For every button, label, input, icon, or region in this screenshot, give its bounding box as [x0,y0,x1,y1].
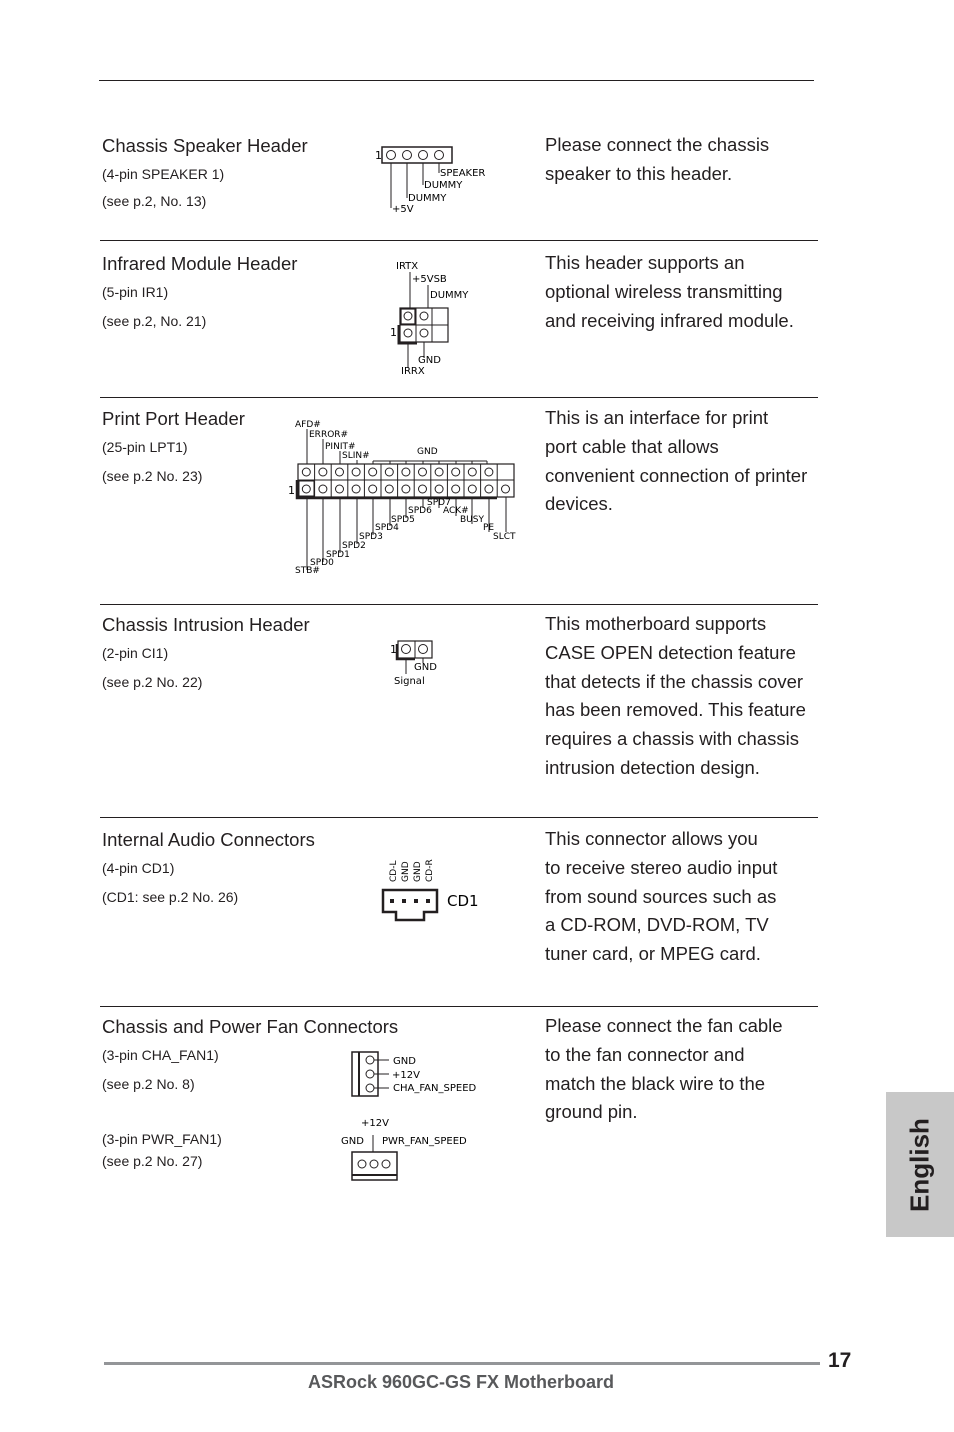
5vsb-label: +5VSB [412,274,447,285]
desc-line: to receive stereo audio input [545,856,778,878]
infrared-title: Infrared Module Header [102,253,298,274]
chassis-intrusion-title: Chassis Intrusion Header [102,614,310,635]
section-divider [100,1006,818,1007]
infrared-header-diagram [385,258,485,378]
desc-line: a CD-ROM, DVD-ROM, TV [545,914,769,936]
desc-line: speaker to this header. [545,162,733,184]
lpt-pin [468,468,476,476]
print-port-ref: (see p.2 No. 23) [102,468,203,484]
lpt-pin [385,468,393,476]
lpt-pin [336,485,344,493]
lpt-pin [419,485,427,493]
pe-label: PE [483,523,495,533]
desc-line: convenient connection of printer [545,464,808,486]
gnd-label: GND [401,861,411,882]
desc-line: This is an interface for print [545,407,769,428]
slct-label: SLCT [493,532,516,542]
infrared-ref: (see p.2, No. 21) [102,313,207,329]
lpt-pin [302,485,310,493]
lpt-pin [468,485,476,493]
lpt-pin [402,485,410,493]
desc-line: port cable that allows [545,435,719,457]
section-divider [100,817,818,818]
print-port-description [545,404,825,519]
12v-label: +12V [392,1070,420,1081]
signal-label: Signal [394,676,425,687]
lpt-pin [369,485,377,493]
desc-line: intrusion detection design. [545,756,760,778]
page-number: 17 [828,1349,852,1372]
lpt-pin1-square [299,481,314,496]
infrared-description [545,249,825,335]
top-rule [99,80,814,81]
fan-connectors-title: Chassis and Power Fan Connectors [102,1016,399,1037]
section-divider [100,397,818,398]
cd-l-label: CD-L [389,860,399,882]
print-port-header-diagram [285,414,525,580]
chassis-intrusion-pins: (2-pin CI1) [102,645,169,661]
intrusion-header-diagram [385,636,455,688]
gnd-label: GND [413,861,423,882]
lpt-pin [369,468,377,476]
lpt-pin [485,468,493,476]
desc-line: from sound sources such as [545,885,777,907]
gnd-label: GND [417,447,438,457]
desc-line: that detects if the chassis cover [545,670,804,692]
desc-line: optional wireless transmitting [545,280,783,302]
speaker-header-diagram [370,140,495,220]
pwr-fan-speed-label: PWR_FAN_SPEED [382,1136,467,1147]
pin1-label: 1 [375,149,382,162]
spd5-label: SPD5 [391,515,415,525]
desc-line: devices. [545,493,613,515]
desc-line: This motherboard supports [545,613,767,634]
chassis-speaker-pins: (4-pin SPEAKER 1) [102,166,225,182]
desc-line: This connector allows you [545,828,758,849]
gnd-label: GND [414,662,437,673]
chassis-speaker-description [545,131,825,189]
error-label: ERROR# [309,430,349,440]
language-side-tab [886,1092,954,1237]
desc-line: Please connect the fan cable [545,1015,783,1036]
chassis-speaker-title: Chassis Speaker Header [102,135,308,156]
12v-label: +12V [361,1118,389,1129]
lpt-pin [319,468,327,476]
dummy-label: DUMMY [430,290,469,301]
gnd-label: GND [341,1136,364,1147]
gnd-label: GND [393,1056,416,1067]
internal-audio-title: Internal Audio Connectors [102,829,315,850]
lpt-pin [352,468,360,476]
spd0-label: SPD0 [310,558,334,568]
stb-label: STB# [295,566,320,576]
afd-label: AFD# [295,420,321,430]
pin1-label: 1 [390,643,397,656]
footer-title: ASRock 960GC-GS FX Motherboard [308,1372,615,1392]
cha-fan-ref: (see p.2 No. 8) [102,1076,195,1092]
cd-connector-diagram [378,846,503,924]
print-port-pins: (25-pin LPT1) [102,439,188,455]
spd2-label: SPD2 [342,541,366,551]
gnd-label: GND [418,355,441,366]
desc-line: tuner card, or MPEG card. [545,943,761,965]
chassis-speaker-ref: (see p.2, No. 13) [102,193,207,209]
lpt-pin [319,485,327,493]
cha-fan-diagram [345,1048,495,1100]
lpt-pin [336,468,344,476]
busy-label: BUSY [460,515,484,525]
print-port-title: Print Port Header [102,408,245,429]
lpt-pin [402,468,410,476]
cd-r-label: CD-R [425,859,435,882]
lpt-pin [502,485,510,493]
irrx-label: IRRX [401,366,425,377]
spd4-label: SPD4 [375,523,399,533]
desc-line: CASE OPEN detection feature [545,641,796,663]
pin1-label: 1 [390,326,397,339]
fan-connectors-description [545,1012,825,1127]
infrared-pins: (5-pin IR1) [102,284,169,300]
desc-line: ground pin. [545,1101,638,1123]
cha-fan-speed-label: CHA_FAN_SPEED [393,1083,477,1094]
dummy-pin-label: DUMMY [408,193,447,204]
irtx-label: IRTX [396,261,419,272]
spd6-label: SPD6 [408,506,432,516]
lpt-pin [352,485,360,493]
section-divider [100,240,818,241]
desc-line: to the fan connector and [545,1043,745,1065]
spd3-label: SPD3 [359,532,383,542]
dummy-pin-label: DUMMY [424,180,463,191]
footer-rule [104,1362,820,1365]
lpt-pin [435,485,443,493]
lpt-pin [485,485,493,493]
desc-line: match the black wire to the [545,1072,766,1094]
internal-audio-description [545,825,825,969]
spd7-label: SPD7 [427,498,451,508]
lpt-pin [419,468,427,476]
pwr-fan-diagram [335,1112,485,1186]
pinit-label: PINIT# [325,442,356,452]
lpt-pin [302,468,310,476]
section-divider [100,604,818,605]
desc-line: has been removed. This feature [545,699,806,721]
pin1-label: 1 [288,484,295,497]
chassis-intrusion-ref: (see p.2 No. 22) [102,674,203,690]
desc-line: This header supports an [545,252,745,273]
language-tab-label: English [904,1117,935,1212]
lpt-pin [452,468,460,476]
pwr-fan-ref: (see p.2 No. 27) [102,1153,203,1169]
lpt-pin [452,485,460,493]
internal-audio-pins: (4-pin CD1) [102,860,175,876]
cd1-label: CD1 [447,892,479,910]
lpt-pin [385,485,393,493]
desc-line: Please connect the chassis [545,134,770,155]
speaker-pin-label: SPEAKER [440,168,486,179]
cha-fan-pins: (3-pin CHA_FAN1) [102,1047,219,1063]
spd1-label: SPD1 [326,550,350,560]
lpt-pin [435,468,443,476]
ack-label: ACK# [443,506,469,516]
chassis-intrusion-description [545,610,825,783]
internal-audio-ref: (CD1: see p.2 No. 26) [102,889,239,905]
5v-pin-label: +5V [392,204,414,215]
desc-line: and receiving infrared module. [545,309,794,331]
desc-line: requires a chassis with chassis [545,728,799,750]
slin-label: SLIN# [342,451,370,461]
pwr-fan-pins: (3-pin PWR_FAN1) [102,1131,222,1147]
